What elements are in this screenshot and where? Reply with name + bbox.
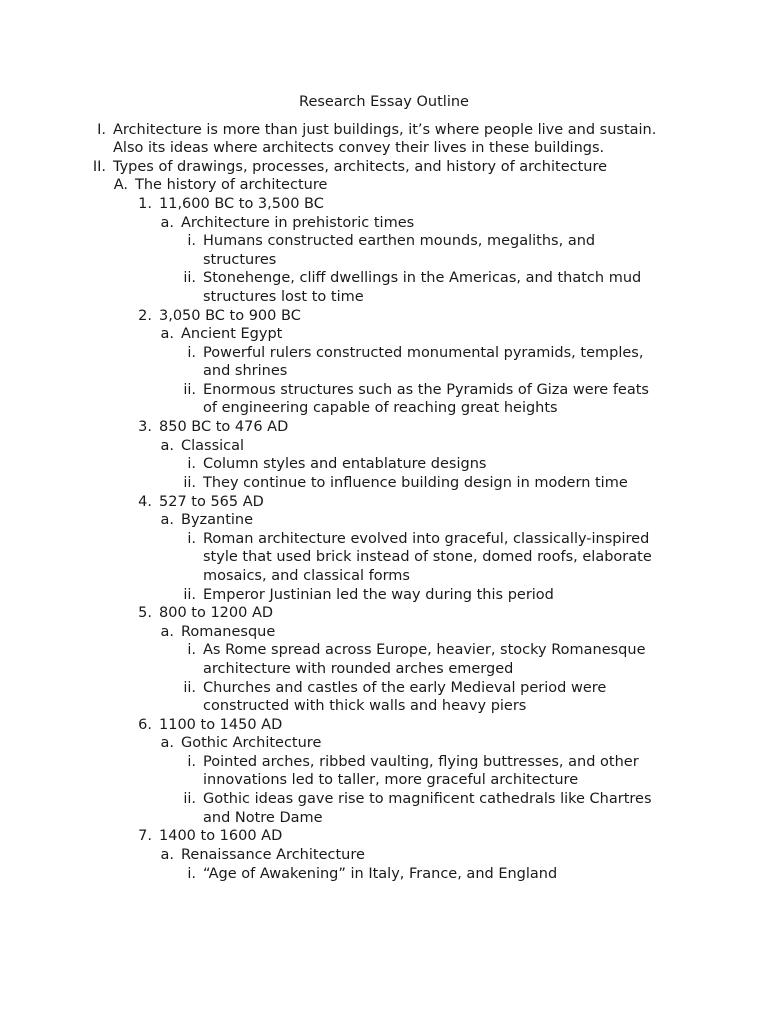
outline-line: Architecture is more than just buildings, it’s where people live and sustain.: [113, 121, 657, 138]
outline-text: [181, 325, 282, 344]
outline-marker: ii.: [183, 586, 196, 603]
outline-marker: ii.: [183, 381, 196, 398]
outline-item: [154, 214, 414, 233]
outline-line: 1100 to 1450 AD: [159, 716, 283, 733]
outline-marker: ii.: [183, 679, 196, 696]
outline-item: [176, 753, 639, 790]
outline-text: [203, 344, 643, 381]
outline-marker: II.: [92, 158, 106, 175]
outline-marker: i.: [187, 642, 196, 659]
outline-item: [154, 511, 253, 530]
outline-marker: a.: [160, 512, 174, 529]
outline-item: [154, 846, 365, 865]
outline-marker: i.: [187, 233, 196, 250]
outline-line: and Notre Dame: [203, 809, 323, 826]
outline-item: [132, 418, 288, 437]
outline-text: [203, 865, 557, 884]
outline-item: [176, 586, 554, 605]
outline-text: [159, 418, 288, 437]
outline-marker: 5.: [138, 605, 152, 622]
outline-line: Gothic ideas gave rise to magnificent cathedrals like Chartres: [203, 791, 652, 808]
outline-marker: a.: [160, 623, 174, 640]
outline-line: Emperor Justinian led the way during this period: [203, 586, 554, 603]
outline-text: [181, 846, 365, 865]
outline-line: style that used brick instead of stone, domed roofs, elaborate: [203, 549, 652, 566]
outline-marker: A.: [113, 177, 128, 194]
outline-text: [203, 586, 554, 605]
outline-line: Humans constructed earthen mounds, megaliths, and: [203, 233, 596, 250]
outline-line: structures lost to time: [203, 288, 364, 305]
outline-line: 3,050 BC to 900 BC: [159, 307, 301, 324]
outline-marker: 2.: [138, 307, 152, 324]
outline-line: 800 to 1200 AD: [159, 605, 274, 622]
outline-item: [176, 865, 557, 884]
outline-marker: 6.: [138, 716, 152, 733]
outline-line: Ancient Egypt: [181, 326, 283, 343]
outline-item: [132, 307, 301, 326]
outline-item: [154, 437, 244, 456]
outline-line: of engineering capable of reaching great heights: [203, 400, 558, 417]
outline-line: As Rome spread across Europe, heavier, stocky Romanesque: [203, 642, 646, 659]
outline-marker: a.: [160, 437, 174, 454]
outline-line: Pointed arches, ribbed vaulting, flying buttresses, and other: [203, 753, 639, 770]
outline-item: [78, 158, 607, 177]
outline-marker: 4.: [138, 493, 152, 510]
outline-marker: i.: [187, 753, 196, 770]
outline-text: [181, 623, 275, 642]
outline-line: Romanesque: [181, 623, 276, 640]
outline-item: [176, 679, 606, 716]
outline-text: [203, 381, 649, 418]
outline-marker: i.: [187, 344, 196, 361]
outline-item: [132, 604, 273, 623]
outline-item: [176, 344, 643, 381]
outline-text: [159, 604, 273, 623]
outline-item: [176, 790, 652, 827]
outline-text: [203, 641, 646, 678]
outline-marker: 3.: [138, 419, 152, 436]
outline-marker: a.: [160, 846, 174, 863]
outline-line: Gothic Architecture: [181, 735, 322, 752]
outline-item: [176, 641, 646, 678]
outline-text: [203, 679, 606, 716]
outline-item: [154, 734, 321, 753]
outline-marker: ii.: [183, 474, 196, 491]
outline-marker: i.: [187, 865, 196, 882]
outline-marker: i.: [187, 530, 196, 547]
outline-text: [203, 790, 652, 827]
outline-marker: ii.: [183, 270, 196, 287]
outline-marker: a.: [160, 326, 174, 343]
outline-text: [181, 437, 244, 456]
outline-line: “Age of Awakening” in Italy, France, and England: [203, 865, 558, 882]
outline-marker: 1.: [138, 195, 152, 212]
outline-line: 850 BC to 476 AD: [159, 419, 289, 436]
outline-item: [176, 455, 486, 474]
outline-item: [176, 474, 628, 493]
outline-line: They continue to influence building design in modern time: [203, 474, 628, 491]
outline-line: Powerful rulers constructed monumental pyramids, temples,: [203, 344, 644, 361]
outline-item: [176, 232, 595, 269]
outline-item: [176, 530, 652, 586]
outline-line: constructed with thick walls and heavy piers: [203, 698, 527, 715]
outline-text: [203, 269, 641, 306]
outline-line: The history of architecture: [135, 177, 328, 194]
outline-line: Architecture in prehistoric times: [181, 214, 415, 231]
outline-text: [135, 176, 327, 195]
outline-text: [203, 474, 628, 493]
outline-text: [181, 214, 414, 233]
outline-line: Classical: [181, 437, 245, 454]
outline-text: [203, 232, 595, 269]
outline-line: architecture with rounded arches emerged: [203, 660, 514, 677]
outline-text: [113, 158, 607, 177]
outline-text: [203, 455, 486, 474]
outline-text: [113, 121, 656, 158]
outline-item: [154, 623, 275, 642]
outline-marker: a.: [160, 735, 174, 752]
outline-item: [132, 493, 264, 512]
outline-marker: 7.: [138, 828, 152, 845]
outline-line: Enormous structures such as the Pyramids of Giza were feats: [203, 381, 649, 398]
outline-text: [181, 734, 321, 753]
outline-item: [176, 269, 641, 306]
document-title: Research Essay Outline: [299, 94, 469, 110]
outline-line: and shrines: [203, 363, 288, 380]
outline-text: [159, 827, 282, 846]
outline-line: Also its ideas where architects convey their lives in these buildings.: [113, 140, 605, 157]
outline-item: [132, 195, 324, 214]
outline-text: [181, 511, 253, 530]
outline-item: [78, 121, 656, 158]
outline-text: [159, 493, 264, 512]
outline-item: [132, 716, 282, 735]
outline-line: 1400 to 1600 AD: [159, 828, 283, 845]
outline-line: Stonehenge, cliff dwellings in the Americas, and thatch mud: [203, 270, 642, 287]
outline-text: [159, 716, 282, 735]
outline-item: [132, 827, 282, 846]
outline-text: [159, 195, 324, 214]
outline-line: Byzantine: [181, 512, 254, 529]
outline-marker: i.: [187, 456, 196, 473]
outline-text: [203, 753, 639, 790]
outline-line: Renaissance Architecture: [181, 846, 365, 863]
outline-line: Roman architecture evolved into graceful, classically-inspired: [203, 530, 650, 547]
outline-line: mosaics, and classical forms: [203, 567, 410, 584]
outline-line: Churches and castles of the early Medieval period were: [203, 679, 607, 696]
outline-line: Column styles and entablature designs: [203, 456, 487, 473]
outline-marker: ii.: [183, 791, 196, 808]
outline-item: [110, 176, 327, 195]
outline-line: structures: [203, 251, 277, 268]
outline-marker: I.: [97, 121, 106, 138]
outline-line: innovations led to taller, more graceful architecture: [203, 772, 579, 789]
outline-marker: a.: [160, 214, 174, 231]
outline-line: 527 to 565 AD: [159, 493, 264, 510]
outline-item: [154, 325, 282, 344]
outline-line: 11,600 BC to 3,500 BC: [159, 195, 324, 212]
outline-line: Types of drawings, processes, architects, and history of architecture: [113, 158, 608, 175]
outline-text: [203, 530, 652, 586]
outline-text: [159, 307, 301, 326]
outline-item: [176, 381, 649, 418]
